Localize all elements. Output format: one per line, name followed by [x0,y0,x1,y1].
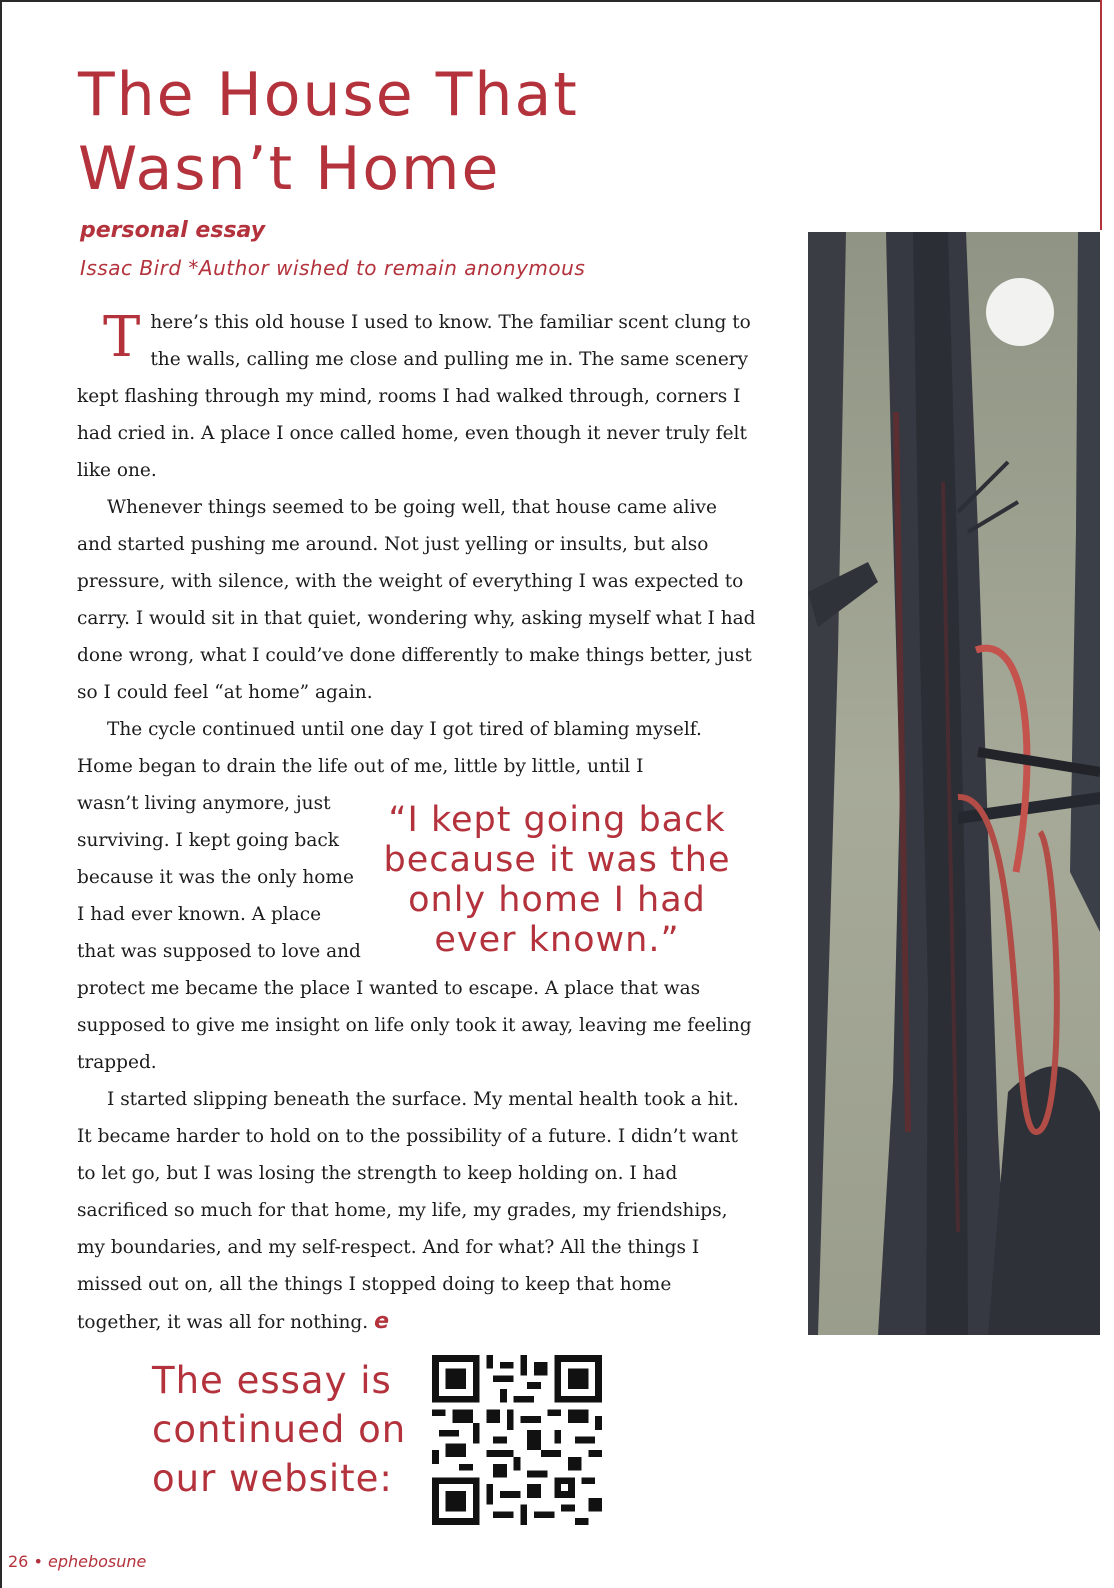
title-line-1: The House That [78,60,579,130]
wrap-line: because it was the only home [77,867,354,888]
wrap-line: I had ever known. A place [77,904,322,925]
continued-line-2: continued on [152,1408,407,1451]
body-wrap-column [77,785,377,970]
article-title [78,58,778,206]
paragraph-1: There’s this old house I used to know. The familiar scent clung to the walls, calling me close and pulling me in. The same scenery kept flashing through my mind, rooms I had walked through, corners I had cried in. A place I once called home, even though it never truly felt like one. [77,305,751,481]
body-section-2 [77,970,757,1341]
author-byline: Issac Bird *Author wished to remain anonymous [80,256,586,280]
wrap-line: that was supposed to love and [77,941,361,962]
pull-quote: “I kept going back because it was the only home I had ever known.” [383,800,731,960]
page-number: 26 [8,1552,29,1571]
page-footer [8,1552,146,1571]
page-border-left [0,0,2,1588]
paragraph-3-start: The cycle continued until one day I got tired of blaming myself. Home began to drain the life out of me, little by little, until I [77,719,702,777]
wrap-line: surviving. I kept going back [77,830,339,851]
paragraph-3-end: protect me became the place I wanted to escape. A place that was supposed to give me insight on life only took it away, leaving me feeling trapped. [77,978,752,1073]
continued-notice [152,1356,422,1503]
wrap-line: wasn’t living anymore, just [77,793,331,814]
genre-label: personal essay [80,218,266,243]
title-line-2: Wasn’t Home [78,134,501,204]
footer-separator: • [33,1552,43,1571]
body-section-1 [77,304,757,785]
qr-code-icon[interactable] [432,1355,602,1525]
page-border-right [1100,0,1102,230]
drop-cap: T [103,305,141,370]
continued-line-3: our website: [152,1457,393,1500]
continued-line-1: The essay is [152,1359,392,1402]
publication-name: ephebosune [47,1552,147,1571]
paragraph-2: Whenever things seemed to be going well, that house came alive and started pushing me around. Not just yelling or insults, but also pressure, with silence, with the weight of everything I was expected to carry. I would sit in that quiet, wondering why, asking myself what I had done wrong, what I could’ve done differently to make things better, just so I could feel “at home” again. [77,497,756,703]
painting-illustration [808,232,1100,1335]
end-mark-icon: e [374,1309,390,1334]
paragraph-4: I started slipping beneath the surface. My mental health took a hit. It became harder to hold on to the possibility of a future. I didn’t want to let go, but I was losing the strength to keep holding on. I had sacrificed so much for that home, my life, my grades, my friendships, my boundaries, and my self-respect. And for what? All the things I missed out on, all the things I stopped doing to keep that home together, it was all for nothing. e [77,1089,739,1334]
page-border-top [0,0,1100,2]
